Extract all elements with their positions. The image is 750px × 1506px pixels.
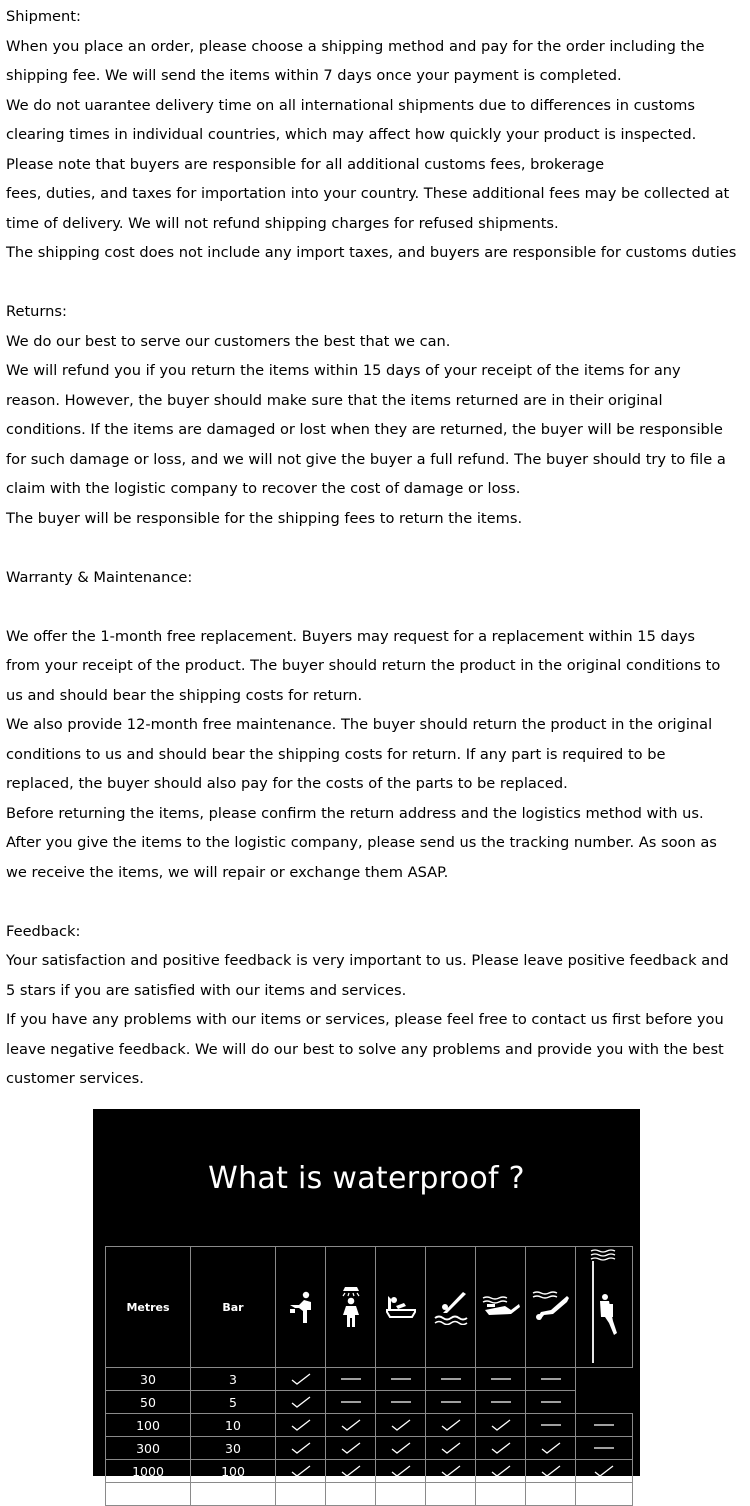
blank-line [6,533,750,563]
text-line: Feedback: [6,922,81,940]
text-line: shipping fee. We will send the items within 7 days once your payment is completed. [6,67,622,84]
check-icon [426,1460,476,1483]
bath-icon [376,1247,426,1368]
check-icon [276,1368,326,1391]
check-icon [376,1460,426,1483]
table-header-row [106,1247,633,1368]
dash-icon [526,1368,576,1391]
check-icon [576,1460,633,1483]
shower-icon [326,1247,376,1368]
text-line: time of delivery. We will not refund shipping charges for refused shipments. [6,214,559,232]
check-icon [526,1437,576,1460]
text-line: We do our best to serve our customers the best that we can. [6,332,451,350]
waterproof-panel [93,1109,640,1502]
text-line: Shipment: [6,8,81,25]
snorkeling-icon [476,1247,526,1368]
text-line: conditions to us and should bear the shipping costs for return. If any part is required to be [6,745,666,763]
bar-cell: 5 [191,1391,276,1414]
dash-icon [376,1368,426,1391]
text-line: The buyer will be responsible for the shipping fees to return the items. [6,509,523,527]
text-line: We do not uarantee delivery time on all international shipments due to differences in customs [6,96,695,114]
dash-icon [426,1391,476,1414]
text-line: Your satisfaction and positive feedback is very important to us. Please leave positive feedback and [6,952,729,969]
text-line: from your receipt of the product. The buyer should return the product in the original conditions to [6,657,721,674]
text-line: conditions. If the items are damaged or lost when they are returned, the buyer will be responsible [6,421,723,438]
dash-icon [376,1391,426,1414]
check-icon [476,1483,526,1506]
dash-icon [526,1414,576,1437]
check-icon [376,1414,426,1437]
metres-cell: 30 [106,1368,191,1391]
text-line: If you have any problems with our items or services, please feel free to contact us first before you [6,1011,724,1028]
metres-cell: 100 [106,1414,191,1437]
dash-icon [576,1414,633,1437]
check-icon [526,1460,576,1483]
check-icon [276,1460,326,1483]
text-line: We also provide 12-month free maintenance. The buyer should return the product in the original [6,716,713,733]
header-metres: Metres [106,1247,191,1368]
check-icon [426,1437,476,1460]
table-row [106,1391,633,1414]
text-line: clearing times in individual countries, which may affect how quickly your product is inspected. [6,126,697,143]
waterproof-table [105,1246,633,1506]
blank-line [6,268,750,298]
text-line: Please note that buyers are responsible for all additional customs fees, brokerage [6,155,605,173]
dash-icon [576,1437,633,1460]
check-icon [576,1483,633,1506]
bar-cell: 100 [191,1460,276,1483]
check-icon [476,1414,526,1437]
metres-cell: 2000 [106,1483,191,1506]
text-line: When you place an order, please choose a shipping method and pay for the order including the [6,37,705,55]
text-line: Returns: [6,303,67,320]
blank-line [6,592,750,622]
text-line: fees, duties, and taxes for importation into your country. These additional fees may be collected at [6,185,730,202]
text-line: Before returning the items, please confirm the return address and the logistics method with us. [6,804,704,822]
check-icon [326,1414,376,1437]
text-line: replaced, the buyer should also pay for the costs of the parts to be replaced. [6,775,568,792]
header-bar: Bar [191,1247,276,1368]
check-icon [526,1483,576,1506]
bar-cell: 200 [191,1483,276,1506]
table-row [106,1414,633,1437]
check-icon [276,1437,326,1460]
check-icon [376,1483,426,1506]
check-icon [326,1483,376,1506]
text-line: 5 stars if you are satisfied with our items and services. [6,981,407,999]
text-line: We will refund you if you return the items within 15 days of your receipt of the items for any [6,362,681,379]
check-icon [276,1414,326,1437]
dash-icon [426,1368,476,1391]
hand-wash-icon [276,1247,326,1368]
check-icon [426,1483,476,1506]
text-line: Warranty & Maintenance: [6,568,193,586]
dash-icon [476,1391,526,1414]
text-line: customer services. [6,1070,144,1087]
text-line: us and should bear the shipping costs for return. [6,686,363,704]
table-row [106,1460,633,1483]
scuba-diving-icon [576,1247,633,1368]
policy-text [6,2,750,1094]
metres-cell: 1000 [106,1460,191,1483]
check-icon [276,1391,326,1414]
bar-cell: 10 [191,1414,276,1437]
swimming-icon [426,1247,476,1368]
text-line: claim with the logistic company to recover the cost of damage or loss. [6,480,521,497]
text-line: We offer the 1-month free replacement. Buyers may request for a replacement within 15 days [6,627,695,645]
table-row [106,1483,633,1506]
diving-icon [526,1247,576,1368]
text-line: leave negative feedback. We will do our best to solve any problems and provide you with the best [6,1040,724,1058]
dash-icon [326,1391,376,1414]
text-line: for such damage or loss, and we will not give the buyer a full refund. The buyer should try to file a [6,450,726,468]
dash-icon [476,1368,526,1391]
text-line: After you give the items to the logistic company, please send us the tracking number. As soon as [6,834,717,851]
text-line: The shipping cost does not include any import taxes, and buyers are responsible for customs duties [6,244,737,261]
check-icon [376,1437,426,1460]
table-row [106,1368,633,1391]
metres-cell: 300 [106,1437,191,1460]
check-icon [276,1483,326,1506]
dash-icon [526,1391,576,1414]
blank-line [6,887,750,917]
bar-cell: 3 [191,1368,276,1391]
check-icon [476,1437,526,1460]
check-icon [476,1460,526,1483]
check-icon [326,1437,376,1460]
bar-cell: 30 [191,1437,276,1460]
waterproof-title: What is waterproof ? [208,1161,525,1196]
check-icon [326,1460,376,1483]
text-line: reason. However, the buyer should make sure that the items returned are in their original [6,391,663,409]
dash-icon [326,1368,376,1391]
text-line: we receive the items, we will repair or exchange them ASAP. [6,863,449,881]
metres-cell: 50 [106,1391,191,1414]
table-row [106,1437,633,1460]
check-icon [426,1414,476,1437]
